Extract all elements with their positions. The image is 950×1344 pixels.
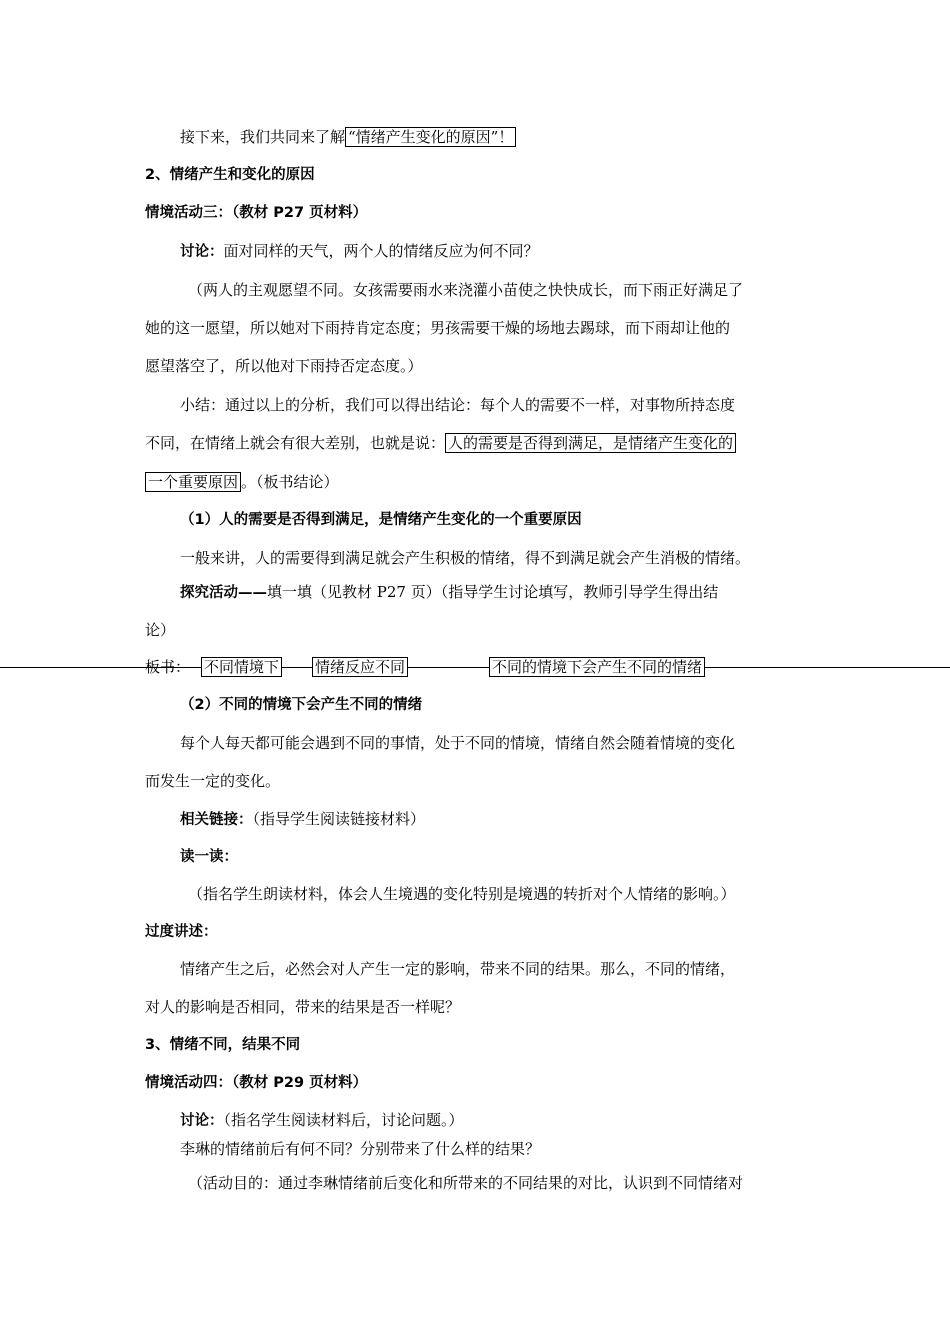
explore-line [180, 582, 718, 603]
intro-text: 接下来，我们共同来了解 [180, 128, 346, 146]
conclusion-box-part1: 人的需要是否得到满足，是情绪产生变化的 [445, 433, 736, 453]
answer-line-1: （两人的主观愿望不同。女孩需要雨水来浇灌小苗使之快快成长，而下雨正好满足了 [188, 281, 744, 299]
discussion-2-text: （指名学生阅读材料后，讨论问题。） [223, 1111, 464, 1129]
read-label: 读一读： [180, 849, 238, 865]
explore-label: 探究活动—— [180, 585, 267, 601]
answer-line-2: 她的这一愿望，所以她对下雨持肯定态度；男孩需要干燥的场地去踢球，而下雨却让他的 [145, 319, 731, 337]
answer-line-3: 愿望落空了，所以他对下雨持否定态度。） [145, 357, 423, 375]
summary-text: 不同，在情绪上就会有很大差别，也就是说： [145, 434, 446, 452]
subheading-1: （1）人的需要是否得到满足，是情绪产生变化的一个重要原因 [180, 512, 582, 528]
discussion-label: 讨论： [180, 244, 224, 260]
section-heading-3: 3、情绪不同，结果不同 [145, 1037, 301, 1053]
summary-line-2 [145, 433, 736, 453]
summary-line-3 [145, 472, 339, 492]
question-line: 李琳的情绪前后有何不同？分别带来了什么样的结果？ [180, 1140, 541, 1158]
subheading-2: （2）不同的情境下会产生不同的情绪 [180, 697, 423, 713]
situation-line-2: 而发生一定的变化。 [145, 772, 281, 790]
situation-line-1: 每个人每天都可能会遇到不同的事情，处于不同的情境，情绪自然会随着情境的变化 [180, 734, 736, 752]
board-label: 板书： [145, 658, 191, 676]
board-box-3: 不同的情境下会产生不同的情绪 [489, 657, 705, 677]
conclusion-box-part2: 一个重要原因 [145, 472, 241, 492]
board-note: 。（板书结论） [241, 473, 339, 491]
explore-text: 填一填（见教材 P27 页）（指导学生讨论填写，教师引导学生得出结 [267, 583, 719, 601]
discussion-2 [180, 1110, 464, 1131]
intro-line [180, 127, 516, 147]
discussion-2-label: 讨论： [180, 1113, 224, 1129]
read-instruction: （指名学生朗读材料，体会人生境遇的变化特别是境遇的转折对个人情绪的影响。） [188, 885, 736, 903]
related-links [180, 809, 425, 830]
purpose-line: （活动目的：通过李琳情绪前后变化和所带来的不同结果的对比，认识到不同情绪对 [188, 1174, 744, 1192]
section-heading-2: 2、情绪产生和变化的原因 [145, 167, 315, 183]
activity-4-heading: 情境活动四：（教材 P29 页材料） [145, 1075, 368, 1091]
summary-line-1: 小结：通过以上的分析，我们可以得出结论：每个人的需要不一样，对事物所持态度 [180, 396, 736, 414]
intro-boxed-text: “情绪产生变化的原因”！ [345, 127, 516, 147]
transition-line-2: 对人的影响是否相同，带来的结果是否一样呢？ [145, 998, 461, 1016]
activity-3-heading: 情境活动三：（教材 P27 页材料） [145, 205, 368, 221]
paragraph-needs: 一般来讲，人的需要得到满足就会产生积极的情绪，得不到满足就会产生消极的情绪。 [180, 549, 751, 567]
related-links-label: 相关链接： [180, 812, 253, 828]
explore-line-end: 论） [145, 621, 176, 639]
board-box-2: 情绪反应不同 [312, 657, 408, 677]
transition-line-1: 情绪产生之后，必然会对人产生一定的影响，带来不同的结果。那么，不同的情绪， [180, 960, 736, 978]
transition-label: 过度讲述： [145, 924, 218, 940]
discussion-1 [180, 241, 539, 262]
discussion-text: 面对同样的天气，两个人的情绪反应为何不同？ [223, 242, 539, 260]
horizontal-rule [0, 667, 950, 668]
board-box-1: 不同情境下 [201, 657, 282, 677]
related-links-text: （指导学生阅读链接材料） [252, 810, 426, 828]
